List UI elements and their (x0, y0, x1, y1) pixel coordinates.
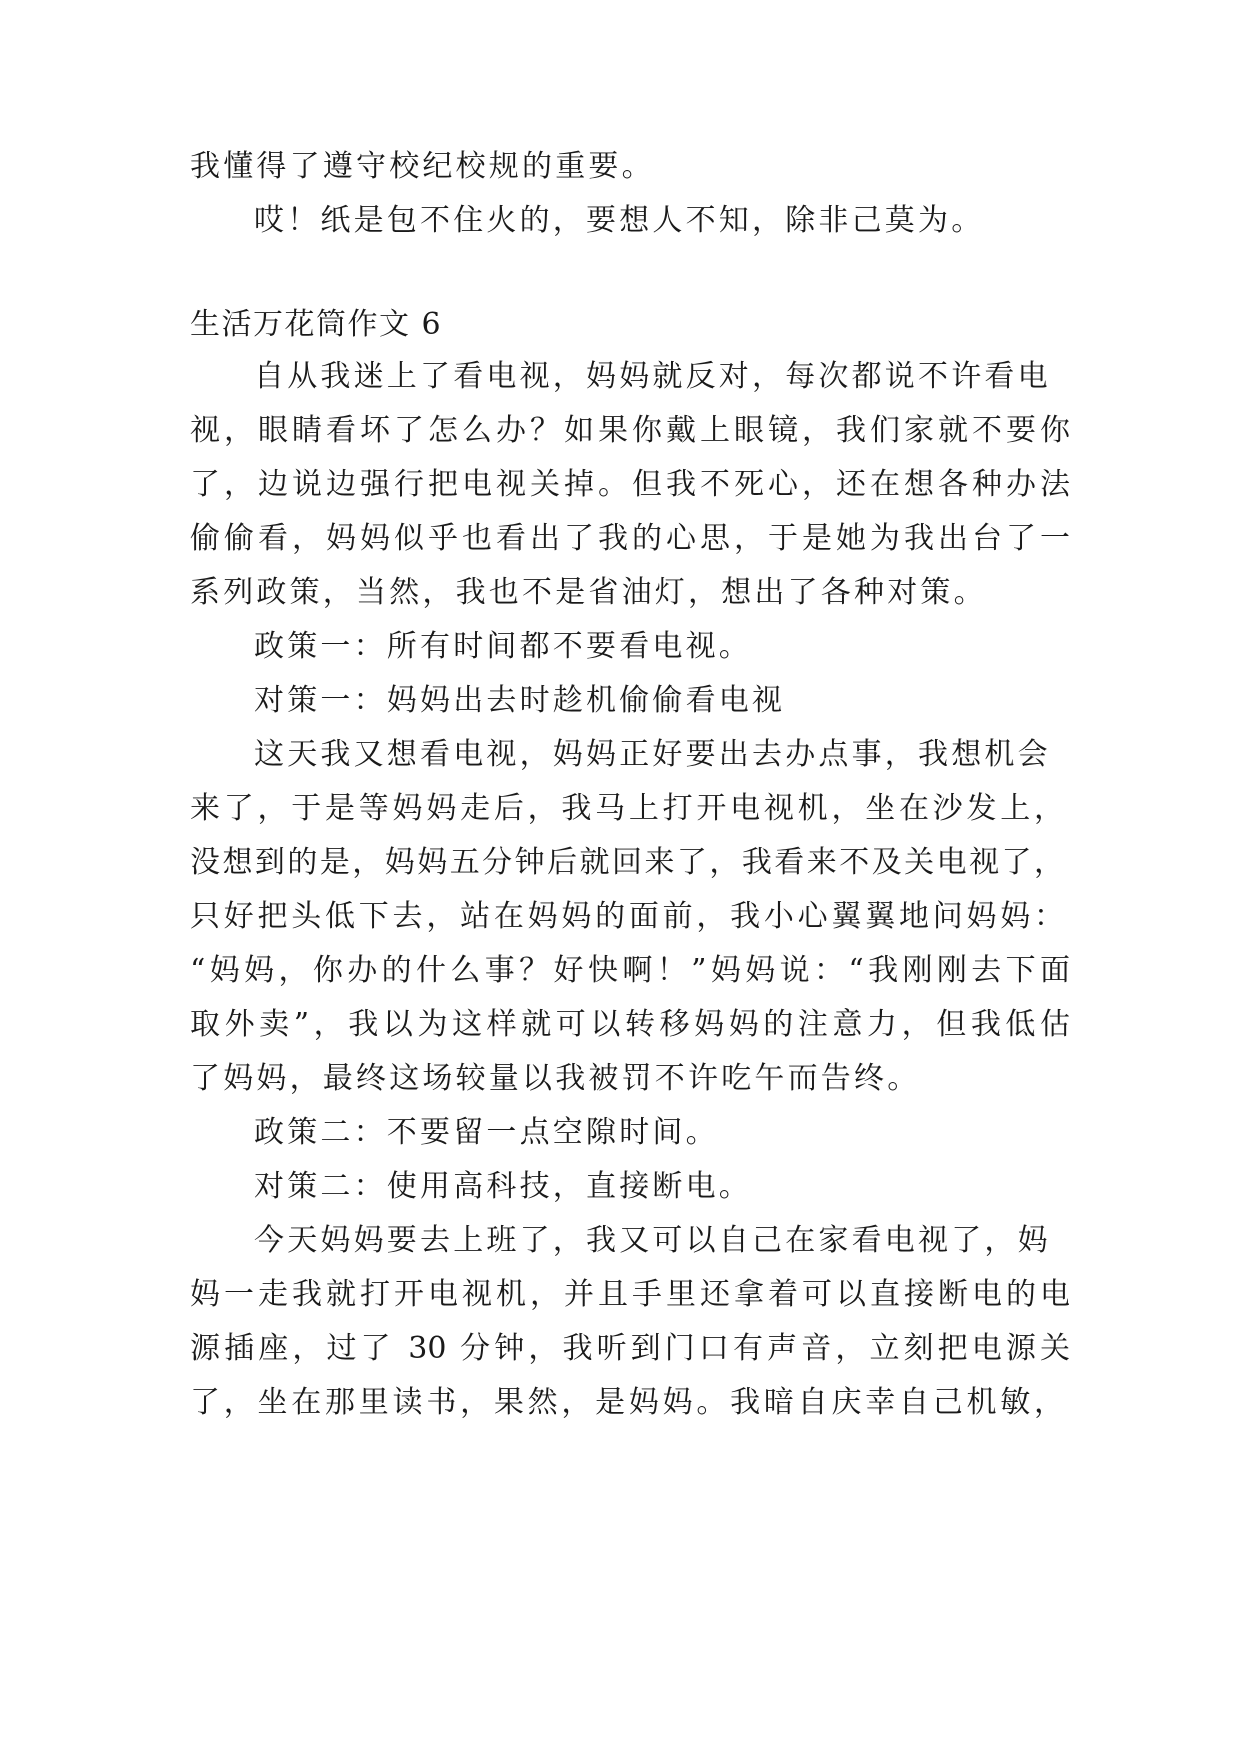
paragraph-line: 对策二：使用高科技，直接断电。 (254, 1169, 752, 1204)
paragraph-line: 自从我迷上了看电视，妈妈就反对，每次都说不许看电 (254, 359, 1051, 394)
paragraph-line: 系列政策，当然，我也不是省油灯，想出了各种对策。 (190, 575, 987, 610)
paragraph-line: 取外卖”，我以为这样就可以转移妈妈的注意力，但我低估 (190, 1007, 1070, 1042)
paragraph-line: 对策一：妈妈出去时趁机偷偷看电视 (254, 683, 786, 718)
paragraph-line: 偷偷看，妈妈似乎也看出了我的心思，于是她为我出台了一 (190, 521, 1070, 556)
paragraph-line: 只好把头低下去，站在妈妈的面前，我小心翼翼地问妈妈： (190, 899, 1064, 934)
section-heading: 生活万花筒作文 6 (190, 307, 443, 342)
paragraph-line: 了妈妈，最终这场较量以我被罚不许吃午而告终。 (190, 1061, 921, 1096)
paragraph-line: 来了，于是等妈妈走后，我马上打开电视机，坐在沙发上， (190, 791, 1064, 826)
paragraph-line: 政策一：所有时间都不要看电视。 (254, 629, 752, 664)
paragraph-line: 源插座，过了 30 分钟，我听到门口有声音，立刻把电源关 (190, 1331, 1070, 1366)
paragraph-line: 了，坐在那里读书，果然，是妈妈。我暗自庆幸自己机敏， (190, 1385, 1064, 1420)
paragraph-line: 妈一走我就打开电视机，并且手里还拿着可以直接断电的电 (190, 1277, 1070, 1312)
paragraph-line: 这天我又想看电视，妈妈正好要出去办点事，我想机会 (254, 737, 1051, 772)
paragraph-line: 了，边说边强行把电视关掉。但我不死心，还在想各种办法 (190, 467, 1070, 502)
paragraph-line: 视，眼睛看坏了怎么办？如果你戴上眼镜，我们家就不要你 (190, 413, 1070, 448)
paragraph-line: 政策二：不要留一点空隙时间。 (254, 1115, 719, 1150)
paragraph-line: 我懂得了遵守校纪校规的重要。 (190, 149, 655, 184)
paragraph-line: 没想到的是，妈妈五分钟后就回来了，我看来不及关电视了， (190, 845, 1064, 880)
paragraph-line: 哎！纸是包不住火的，要想人不知，除非己莫为。 (254, 203, 985, 238)
paragraph-line: “妈妈，你办的什么事？好快啊！”妈妈说：“我刚刚去下面 (190, 953, 1070, 988)
paragraph-line: 今天妈妈要去上班了，我又可以自己在家看电视了，妈 (254, 1223, 1051, 1258)
